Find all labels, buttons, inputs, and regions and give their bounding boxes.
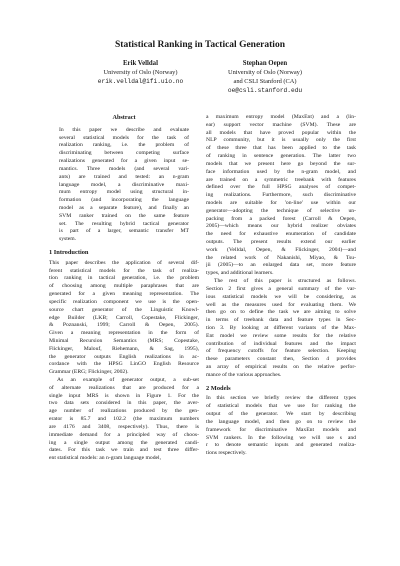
text-line: are trained on a symmetric treebank with features bbox=[206, 176, 356, 183]
text-line: model as a separate feature), and finally an bbox=[59, 204, 189, 211]
text-line: contribution of individual features and the impact bbox=[206, 340, 356, 347]
text-line: tions respectively. bbox=[206, 450, 247, 457]
text-line: generator—adopting the technique of selective un- bbox=[206, 207, 356, 214]
section-heading-models: 2 Models bbox=[206, 384, 231, 392]
right-column bbox=[206, 114, 356, 458]
text-line: are 4176 and 3408, respectively). Thus, there is bbox=[49, 423, 199, 430]
text-line: tion 3. By looking at different variants of the Max- bbox=[206, 324, 356, 331]
text-line: the language model, and then go on to review the bbox=[206, 418, 356, 425]
text-line: erator is 85.7 and 102.2 (the maximum numbers bbox=[49, 416, 199, 423]
text-line: face information used by the n-gram model, and bbox=[206, 168, 356, 175]
text-line: edge Builder (LKB; Carroll, Copestake, Flickinger, bbox=[49, 314, 199, 321]
text-line: NLP community, but it is usually only the first bbox=[206, 137, 356, 144]
text-line: mantics. Three models (and several vari- bbox=[59, 165, 189, 172]
text-line: Grammar (ERG; Flickinger, 2002). bbox=[49, 369, 129, 376]
text-line: ious statistical models we will be considering, as bbox=[206, 293, 356, 300]
text-line: of choosing among multiple paraphrases that are bbox=[49, 283, 199, 290]
text-line: r to denote semantic inputs and generated realiza- bbox=[206, 442, 356, 449]
text-line: models are suitable for 'on-line' use within our bbox=[206, 199, 356, 206]
text-line: Ent model we review some results for the relative bbox=[206, 332, 356, 339]
text-line: of statistical models that we use for ranking the bbox=[206, 403, 356, 410]
author-block-2 bbox=[197, 59, 333, 95]
text-line: of alternate realizations that are produced for a bbox=[49, 384, 199, 391]
text-line: of these three that has been applied to the task bbox=[206, 145, 356, 152]
text-line: outputs. The present results extend our earlier bbox=[206, 239, 356, 245]
intro-paragraph-3 bbox=[206, 114, 356, 278]
text-line: ing a single output among the generated candi- bbox=[49, 439, 199, 446]
text-line: dates. For this task we train and test three differ- bbox=[49, 447, 199, 454]
section-heading-introduction: 1 Introduction bbox=[49, 249, 89, 256]
text-line: ants) are trained and tested: an n-gram bbox=[59, 173, 189, 180]
text-line: source chart generator of the Linguistic Knowl- bbox=[49, 306, 199, 313]
models-paragraph bbox=[206, 395, 356, 458]
text-line: defined over the full HPSG analyses of compet- bbox=[206, 184, 356, 191]
text-line: a maximum entropy model (MaxEnt) and a (lin- bbox=[206, 114, 356, 120]
author-email: erik.velldal@ifi.uio.no bbox=[97, 78, 184, 85]
text-line: generated for a given meaning representation. The bbox=[49, 291, 199, 298]
author-name: Stephan Oepen bbox=[242, 60, 288, 67]
text-line: set. The resulting hybrid tactical generator bbox=[59, 220, 189, 227]
text-line: ing realizations. Furthermore, such discriminative bbox=[206, 192, 356, 199]
text-line: work (Velldal, Oepen, & Flickinger, 2004)—and bbox=[206, 246, 356, 253]
text-line: the need for exhaustive enumeration of candidate bbox=[206, 231, 356, 238]
text-line: mum entropy model using structural in- bbox=[59, 189, 189, 196]
author-affiliation: University of Oslo (Norway) bbox=[227, 69, 302, 76]
text-line: ferent statistical models for the task of realiza- bbox=[49, 267, 199, 274]
text-line: Minimal Recursion Semantics (MRS; Copestake, bbox=[49, 337, 199, 344]
text-line: Section 2 first gives a general summary of the var- bbox=[206, 285, 356, 292]
text-line: jii (2005)—to an enlarged data set, more feature bbox=[206, 262, 356, 269]
text-line: SVM rankers. In the following we will use s and bbox=[206, 434, 356, 441]
text-line: ent statistical models: an n-gram language model, bbox=[49, 455, 161, 462]
text-line: an array of empirical results on the relative perfor- bbox=[206, 364, 356, 370]
text-line: & Poznanski, 1999; Carroll & Oepen, 2005). bbox=[49, 322, 199, 329]
text-line: of ranking in sentence generation. The latter two bbox=[206, 153, 356, 160]
author-affiliation-2: and CSLI Stanford (CA) bbox=[233, 78, 297, 85]
text-line: age number of realizations produced by the gen- bbox=[49, 408, 199, 415]
text-line: in terms of treebank data and feature types in Sec- bbox=[206, 317, 356, 324]
text-line: types, and additional learners. bbox=[206, 270, 274, 277]
text-line: The rest of this paper is structured as follows. bbox=[214, 278, 356, 285]
text-line: Flickinger, Malouf, Riehemann, & Sag, 1995), bbox=[49, 345, 199, 352]
text-line: cordance with the HPSG LinGO English Resource bbox=[49, 361, 199, 368]
text-line: all models that have proved popular within the bbox=[206, 129, 356, 136]
text-line: system. bbox=[59, 236, 77, 243]
text-line: single input MRS is shown in Figure 1. For the bbox=[49, 392, 199, 399]
text-line: immediate demand for a principled way of choos- bbox=[49, 431, 199, 438]
text-line: the related work of Nakanishi, Miyao, & Tsu- bbox=[206, 254, 356, 261]
text-line: output of the generator. We start by describing bbox=[206, 411, 356, 418]
text-line: these parameters constant then, Section 4 provides bbox=[206, 356, 356, 363]
intro-paragraph-4 bbox=[206, 278, 356, 380]
text-line: As an example of generator output, a sub-set bbox=[57, 377, 199, 383]
text-line: Given a meaning representation in the form of bbox=[49, 330, 199, 337]
text-line: two data sets considered in this paper, the aver- bbox=[49, 400, 199, 407]
text-line: the generator outputs English realizations in ac- bbox=[49, 353, 199, 360]
intro-paragraph-1 bbox=[49, 260, 199, 377]
text-line: SVM ranker trained on the same feature bbox=[59, 212, 189, 219]
text-line: of frequency cutoffs for feature selection. Keeping bbox=[206, 348, 356, 355]
text-line: then go on to define the task we are aiming to solve bbox=[206, 309, 356, 316]
text-line: In this section we briefly review the different types bbox=[206, 395, 356, 402]
text-line: several statistical models for the task of bbox=[59, 134, 189, 141]
text-line: models that we present here go beyond the sur- bbox=[206, 160, 356, 167]
abstract-heading: Abstract bbox=[112, 114, 136, 121]
text-line: formation (and incorporating the language bbox=[59, 197, 189, 204]
text-line: discriminating between competing surface bbox=[59, 150, 189, 157]
text-line: is part of a larger, semantic transfer MT bbox=[59, 228, 189, 235]
left-column bbox=[49, 114, 199, 463]
text-line: mance of the various approaches. bbox=[206, 371, 282, 378]
abstract-body bbox=[59, 127, 189, 244]
text-line: packing from a packed forest (Carroll & Oepen, bbox=[206, 215, 356, 222]
text-line: realization ranking, i.e. the problem of bbox=[59, 142, 189, 149]
text-line: tion ranking in tactical generation, i.e. the problem bbox=[49, 275, 199, 282]
author-name: Erik Velldal bbox=[123, 60, 158, 67]
text-line: framework for discriminative MaxEnt models and bbox=[206, 426, 356, 433]
text-line: language model, a discriminative maxi- bbox=[59, 181, 189, 188]
author-block-1 bbox=[78, 59, 203, 86]
intro-paragraph-2 bbox=[49, 377, 199, 463]
text-line: well as the measures used for evaluating them. We bbox=[206, 301, 356, 308]
text-line: specific realization component we use is the open- bbox=[49, 298, 199, 305]
text-line: This paper describes the application of several dif- bbox=[49, 259, 199, 266]
text-line: 2005)—which means our hybrid realizer obviates bbox=[206, 223, 356, 230]
text-line: ear) support vector machine (SVM). These are bbox=[206, 121, 356, 128]
text-line: realizations generated for a given input se- bbox=[59, 158, 189, 165]
author-affiliation: University of Oslo (Norway) bbox=[103, 69, 178, 76]
text-line: In this paper we describe and evaluate bbox=[59, 126, 189, 133]
author-email: oe@csli.stanford.edu bbox=[227, 87, 303, 94]
paper-title: Statistical Ranking in Tactical Generation bbox=[115, 40, 285, 50]
